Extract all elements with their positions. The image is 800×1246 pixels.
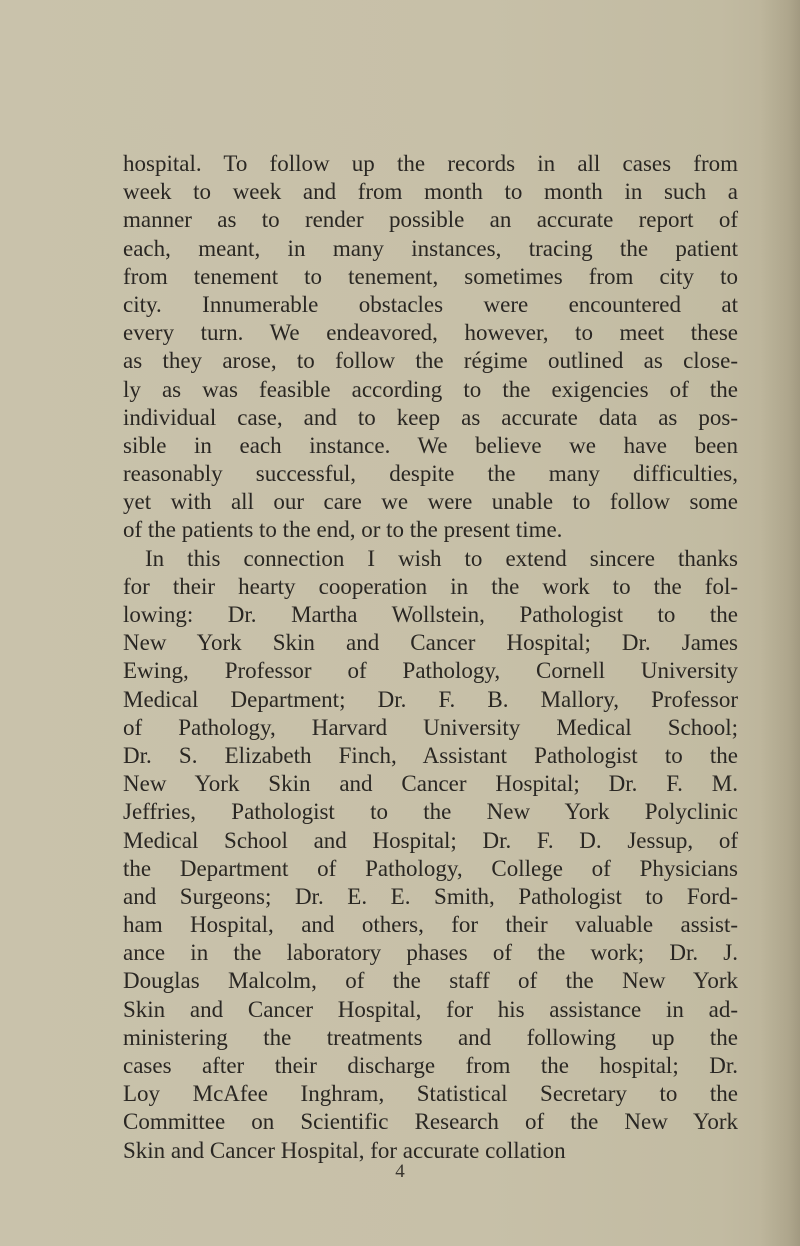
text-line: lowing: Dr. Martha Wollstein, Pathologist to the [123, 602, 738, 627]
text-line: ministering the treatments and following up the [123, 1024, 738, 1050]
text-line: week to week and from month to month in such a [123, 179, 738, 205]
text-line: every turn. We endeavored, however, to meet these [123, 320, 738, 346]
text-line: yet with all our care we were unable to follow some [123, 489, 738, 515]
text-line: Skin and Cancer Hospital, for his assistance in ad- [123, 996, 738, 1022]
text-line: Medical School and Hospital; Dr. F. D. Jessup, of [123, 827, 738, 853]
text-line: ham Hospital, and others, for their valuable assist- [123, 912, 738, 938]
text-line: from tenement to tenement, sometimes from city to [123, 263, 738, 289]
text-line: of the patients to the end, or to the present time. [123, 517, 563, 543]
text-line: Dr. S. Elizabeth Finch, Assistant Pathologist to the [123, 742, 738, 768]
text-line: and Surgeons; Dr. E. E. Smith, Pathologist to Ford- [123, 883, 738, 909]
text-line: sible in each instance. We believe we have been [123, 432, 738, 458]
text-line: the Department of Pathology, College of Physicians [123, 855, 738, 881]
text-line: individual case, and to keep as accurate data as pos- [123, 404, 738, 430]
text-line: each, meant, in many instances, tracing the patient [123, 235, 738, 261]
page-number: 4 [395, 1161, 405, 1182]
text-line: ance in the laboratory phases of the work; Dr. J. [123, 940, 738, 966]
text-line: Jeffries, Pathologist to the New York Polyclinic [123, 799, 738, 825]
text-line: for their hearty cooperation in the work to the fol- [123, 573, 738, 599]
text-line: Committee on Scientific Research of the New York [123, 1109, 738, 1135]
text-line: of Pathology, Harvard University Medical School; [123, 714, 738, 740]
text-line: cases after their discharge from the hospital; Dr. [123, 1053, 738, 1078]
text-line: Medical Department; Dr. F. B. Mallory, Professor [123, 686, 738, 712]
text-line: Douglas Malcolm, of the staff of the New York [123, 968, 738, 994]
text-line: as they arose, to follow the régime outlined as close- [123, 348, 738, 374]
text-line: Ewing, Professor of Pathology, Cornell University [123, 658, 738, 684]
text-line: New York Skin and Cancer Hospital; Dr. James [123, 630, 738, 656]
text-line: city. Innumerable obstacles were encountered at [123, 291, 738, 317]
text-line: Loy McAfee Inghram, Statistical Secretary to the [123, 1081, 738, 1107]
text-line: ly as was feasible according to the exigencies of the [123, 376, 738, 402]
text-line: reasonably successful, despite the many difficulties, [123, 461, 738, 487]
text-line: hospital. To follow up the records in all cases from [123, 151, 738, 176]
text-line: New York Skin and Cancer Hospital; Dr. F. M. [123, 771, 738, 797]
paragraph-first-line: In this connection I wish to extend sincere thanks [145, 545, 738, 571]
text-line: Skin and Cancer Hospital, for accurate collation [123, 1137, 566, 1163]
body-text [123, 150, 738, 1165]
text-line: manner as to render possible an accurate report of [123, 207, 738, 233]
page-edge-shadow [760, 0, 800, 1246]
